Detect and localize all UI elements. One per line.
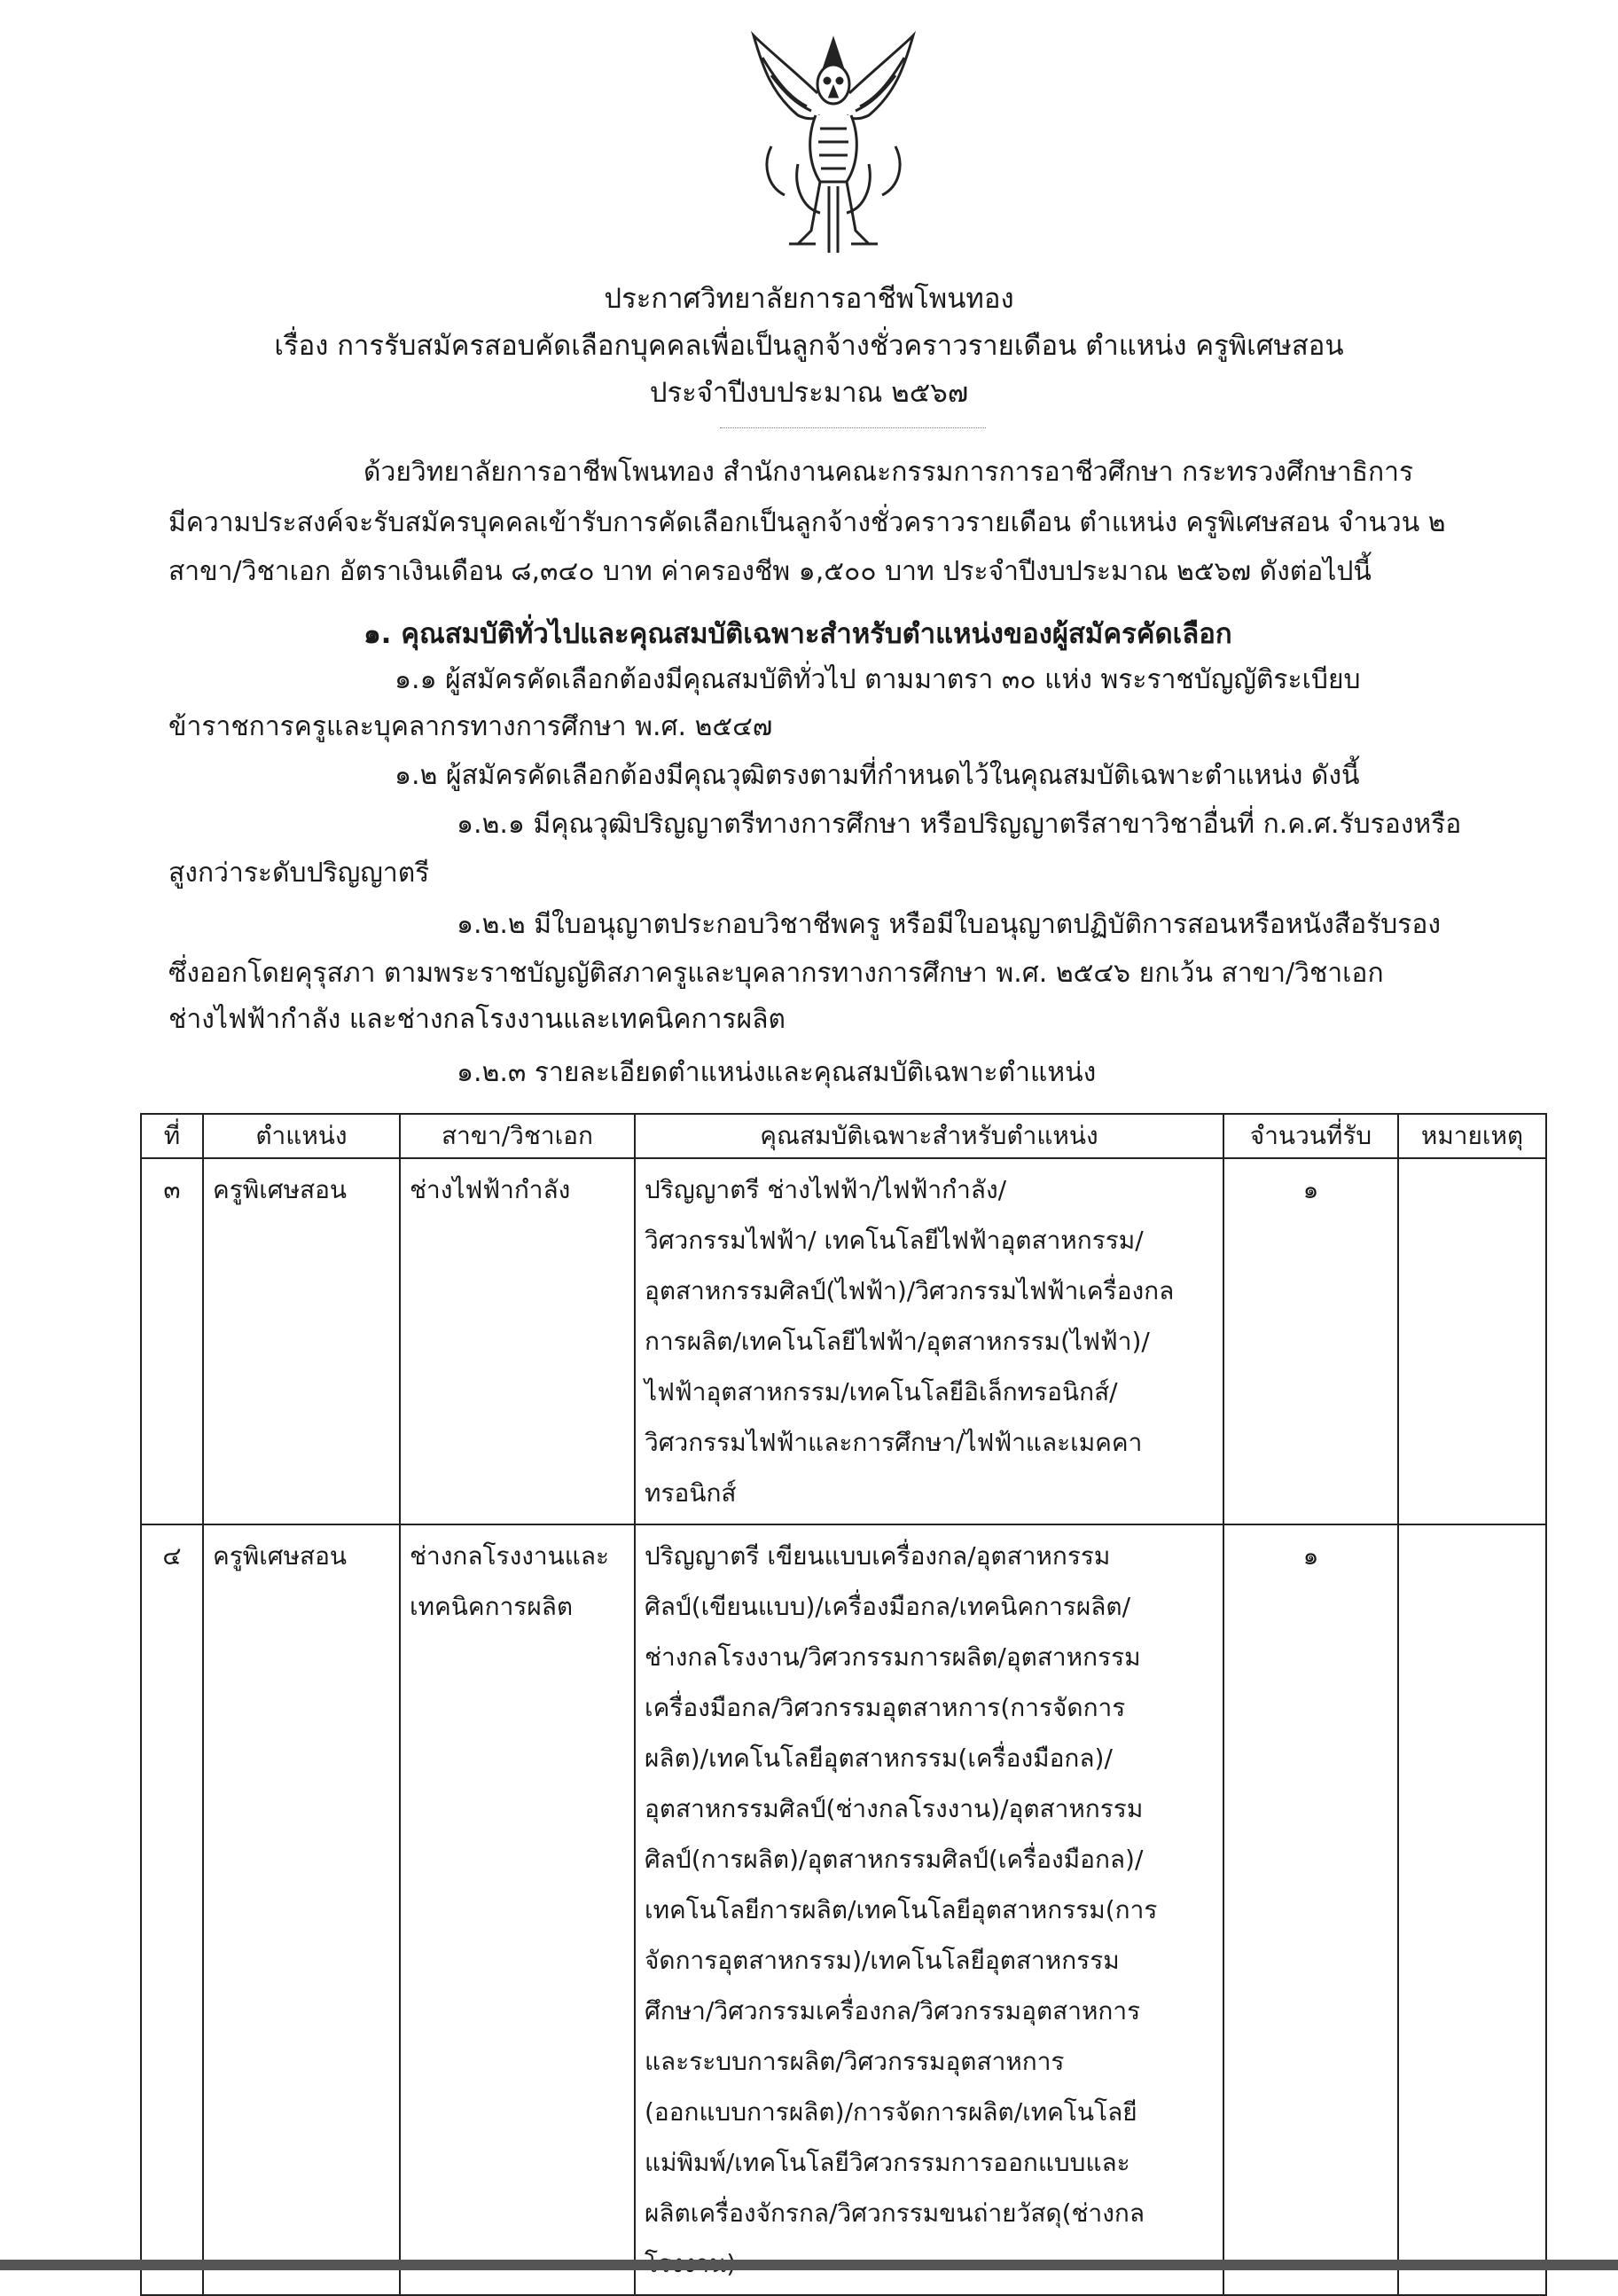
qualification-line: การผลิต/เทคโนโลยีไฟฟ้า/อุตสาหกรรม(ไฟฟ้า)/ xyxy=(645,1327,1150,1356)
scan-bottom-edge xyxy=(0,2260,1618,2270)
qualification-line: ศิลป์(เขียนแบบ)/เครื่องมือกล/เทคนิคการผลิต/ xyxy=(645,1592,1131,1621)
table-row xyxy=(141,1524,1546,2295)
row-count: ๑ xyxy=(1223,1524,1398,2295)
qualification-line: อุตสาหกรรมศิลป์(ช่างกลโรงงาน)/อุตสาหกรรม xyxy=(645,1794,1144,1823)
item-1-1-line-2: ข้าราชการครูและบุคลากรทางการศึกษา พ.ศ. ๒๕๔๗ xyxy=(168,711,773,742)
qualification-line: ผลิตเครื่องจักรกล/วิศวกรรมขนถ่ายวัสดุ(ช่างกล xyxy=(645,2198,1145,2228)
major-line: ช่างไฟฟ้ากำลัง xyxy=(410,1175,571,1204)
item-1-2-2-line-3: ช่างไฟฟ้ากำลัง และช่างกลโรงงานและเทคนิคการผลิต xyxy=(168,1004,786,1035)
row-count: ๑ xyxy=(1223,1158,1398,1524)
qualification-line: จัดการอุตสาหกรรม)/เทคโนโลยีอุตสาหกรรม xyxy=(645,1946,1120,1975)
item-1-2-1-line-1: ๑.๒.๑ มีคุณวุฒิปริญญาตรีทางการศึกษา หรือปริญญาตรีสาขาวิชาอื่นที่ ก.ค.ศ.รับรองหรือ xyxy=(457,809,1462,840)
qualification-line: เครื่องมือกล/วิศวกรรมอุตสาหการ(การจัดการ xyxy=(645,1693,1126,1722)
col-header-no: ที่ xyxy=(141,1114,203,1158)
row-qualification xyxy=(635,1158,1223,1524)
item-1-2-2-line-2: ซึ่งออกโดยคุรุสภา ตามพระราชบัญญัติสภาครูและบุคลากรทางการศึกษา พ.ศ. ๒๕๔๖ ยกเว้น สาขา/วิชาเอก xyxy=(168,958,1384,989)
col-header-major: สาขา/วิชาเอก xyxy=(400,1114,635,1158)
qualification-line: ช่างกลโรงงาน/วิศวกรรมการผลิต/อุตสาหกรรม xyxy=(645,1642,1141,1672)
qualification-line: วิศวกรรมไฟฟ้าและการศึกษา/ไฟฟ้าและเมคคา xyxy=(645,1428,1143,1457)
qualification-line: ปริญญาตรี เขียนแบบเครื่องกล/อุตสาหกรรม xyxy=(645,1541,1111,1571)
item-1-2-1-line-2: สูงกว่าระดับปริญญาตรี xyxy=(168,858,430,889)
qualification-line: ศิลป์(การผลิต)/อุตสาหกรรมศิลป์(เครื่องมือกล)/ xyxy=(645,1845,1144,1874)
intro-line-2: มีความประสงค์จะรับสมัครบุคคลเข้ารับการคัดเลือกเป็นลูกจ้างชั่วคราวรายเดือน ตำแหน่ง ครูพิเศษสอน จำนวน ๒ xyxy=(168,507,1446,538)
qualification-line: ปริญญาตรี ช่างไฟฟ้า/ไฟฟ้ากำลัง/ xyxy=(645,1175,1007,1204)
item-1-2-3: ๑.๒.๓ รายละเอียดตำแหน่งและคุณสมบัติเฉพาะตำแหน่ง xyxy=(457,1057,1097,1088)
garuda-emblem-icon xyxy=(745,31,922,257)
item-1-2-2-line-1: ๑.๒.๒ มีใบอนุญาตประกอบวิชาชีพครู หรือมีใบอนุญาตปฏิบัติการสอนหรือหนังสือรับรอง xyxy=(457,909,1442,940)
col-header-qualification: คุณสมบัติเฉพาะสำหรับตำแหน่ง xyxy=(635,1114,1223,1158)
qualification-table xyxy=(140,1113,1547,2296)
item-1-2: ๑.๒ ผู้สมัครคัดเลือกต้องมีคุณวุฒิตรงตามที่กำหนดไว้ในคุณสมบัติเฉพาะตำแหน่ง ดังนี้ xyxy=(395,760,1360,791)
qualification-line: และระบบการผลิต/วิศวกรรมอุตสาหการ xyxy=(645,2047,1065,2076)
announcement-subject: เรื่อง การรับสมัครสอบคัดเลือกบุคคลเพื่อเป็นลูกจ้างชั่วคราวรายเดือน ตำแหน่ง ครูพิเศษสอน xyxy=(274,330,1344,362)
announcement-fiscal-year: ประจำปีงบประมาณ ๒๕๖๗ xyxy=(649,377,969,409)
qualification-line: เทคโนโลยีการผลิต/เทคโนโลยีอุตสาหกรรม(การ xyxy=(645,1895,1158,1924)
row-remark xyxy=(1398,1158,1546,1524)
title-divider xyxy=(720,427,986,428)
intro-line-1: ด้วยวิทยาลัยการอาชีพโพนทอง สำนักงานคณะกรรมการการอาชีวศึกษา กระทรวงศึกษาธิการ xyxy=(363,457,1414,488)
row-major xyxy=(400,1524,635,2295)
row-remark xyxy=(1398,1524,1546,2295)
major-line: ช่างกลโรงงานและ xyxy=(410,1541,610,1571)
qualification-line: ทรอนิกส์ xyxy=(645,1478,737,1508)
qualification-line: วิศวกรรมไฟฟ้า/ เทคโนโลยีไฟฟ้าอุตสาหกรรม/ xyxy=(645,1226,1144,1255)
qualification-line: อุตสาหกรรมศิลป์(ไฟฟ้า)/วิศวกรรมไฟฟ้าเครื่องกล xyxy=(645,1276,1175,1305)
row-position: ครูพิเศษสอน xyxy=(203,1158,400,1524)
table-header-row xyxy=(141,1114,1546,1158)
table-row xyxy=(141,1158,1546,1524)
row-major xyxy=(400,1158,635,1524)
item-1-1-line-1: ๑.๑ ผู้สมัครคัดเลือกต้องมีคุณสมบัติทั่วไป ตามมาตรา ๓๐ แห่ง พระราชบัญญัติระเบียบ xyxy=(395,664,1361,695)
col-header-position: ตำแหน่ง xyxy=(203,1114,400,1158)
col-header-remark: หมายเหตุ xyxy=(1398,1114,1546,1158)
row-qualification xyxy=(635,1524,1223,2295)
qualification-line: แม่พิมพ์/เทคโนโลยีวิศวกรรมการออกแบบและ xyxy=(645,2148,1130,2177)
announcement-title: ประกาศวิทยาลัยการอาชีพโพนทอง xyxy=(604,283,1014,315)
row-no: ๔ xyxy=(141,1524,203,2295)
qualification-line: ผลิต)/เทคโนโลยีอุตสาหกรรม(เครื่องมือกล)/ xyxy=(645,1744,1113,1773)
row-no: ๓ xyxy=(141,1158,203,1524)
qualification-line: (ออกแบบการผลิต)/การจัดการผลิต/เทคโนโลยี xyxy=(645,2097,1137,2127)
qualification-line: ไฟฟ้าอุตสาหกรรม/เทคโนโลยีอิเล็กทรอนิกส์/ xyxy=(645,1377,1118,1407)
intro-line-3: สาขา/วิชาเอก อัตราเงินเดือน ๘,๓๔๐ บาท ค่าครองชีพ ๑,๕๐๐ บาท ประจำปีงบประมาณ ๒๕๖๗ ดังต่อไปนี้ xyxy=(168,556,1372,587)
col-header-count: จำนวนที่รับ xyxy=(1223,1114,1398,1158)
row-position: ครูพิเศษสอน xyxy=(203,1524,400,2295)
section-1-heading: ๑. คุณสมบัติทั่วไปและคุณสมบัติเฉพาะสำหรับตำแหน่งของผู้สมัครคัดเลือก xyxy=(363,618,1232,650)
qualification-line: ศึกษา/วิศวกรรมเครื่องกล/วิศวกรรมอุตสาหการ xyxy=(645,1996,1141,2026)
major-line: เทคนิคการผลิต xyxy=(410,1592,574,1621)
